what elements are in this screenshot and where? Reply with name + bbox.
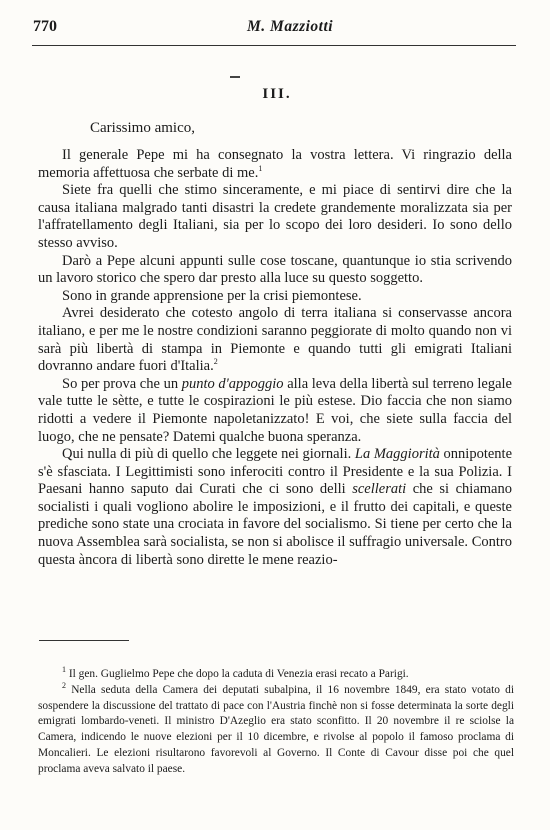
footnote-marker: 2	[62, 681, 66, 690]
text-run: onnipotente s'è sfasciata. I Legittimisti sono inferociti contro il Presidente e la sua Polizia. I Paesani hanno saputo dai Curati che ci sono delli	[38, 446, 513, 498]
footnote-marker: 1	[62, 665, 66, 675]
italic-phrase: La Maggiorità	[354, 446, 440, 463]
page-header	[33, 18, 515, 40]
footnotes	[38, 667, 514, 778]
paragraph	[38, 288, 512, 306]
salutation: Carissimo amico,	[90, 120, 195, 136]
footnote	[38, 683, 514, 778]
paragraph	[38, 376, 512, 446]
section-number: III.	[262, 86, 292, 102]
italic-phrase: scellerati	[352, 481, 407, 498]
paragraph	[38, 305, 512, 375]
italic-phrase: punto d'appoggio	[181, 375, 284, 392]
text-run: Avrei desiderato che cotesto angolo di terra italiana si conservasse ancora italiano, e per me le nostre condizioni saranno peggiorate di molto quando non vi sarà più libertà di stampa in Piemonte e quando tutti gli emigrati Italiani dovranno andare fuori d'Italia.	[38, 305, 512, 375]
print-mark	[230, 76, 240, 78]
paragraph	[38, 182, 512, 252]
text-run: alla leva della libertà sul terreno legale vale tutte le sètte, e tutte le cospirazioni le più estese. Dio faccia che non siamo ridotti a vedere il Piemonte napoletanizzato! E voi, che siete sulla faccia del luogo, che ne pensate? Datemi qualche buona speranza.	[38, 375, 512, 445]
text-run: Nella seduta della Camera dei deputati subalpina, il 16 novembre 1849, era stato votato di sospendere la discussione del trattato di pace con l'Austria finchè non si fosse determinata la sorte degli emigrati lombardo-veneti. Il ministro D'Azeglio era stato sconfitto. Il 20 novembre il re sciolse la Camera, indicendo le nuove elezioni per il 10 dicembre, e rivolse al popolo il famoso proclama di Moncalieri. Le elezioni risultarono favorevoli al Governo. Il Conte di Cavour disse poi che quel proclama aveva salvato il paese.	[38, 683, 514, 775]
paragraph	[38, 253, 512, 288]
footnote-marker: 1	[258, 163, 263, 173]
letter-body	[38, 147, 512, 569]
footnote	[38, 667, 514, 683]
text-run: So per prova che un	[62, 375, 182, 392]
running-head: M. Mazziotti	[247, 18, 334, 35]
text-run: Qui nulla di più di quello che leggete nei giornali.	[62, 446, 355, 463]
header-rule	[32, 45, 516, 46]
footnote-marker: 2	[213, 357, 218, 367]
text-run: Sono in grande apprensione per la crisi piemontese.	[62, 287, 362, 304]
text-run: Il gen. Guglielmo Pepe che dopo la caduta di Venezia erasi recato a Parigi.	[66, 668, 409, 680]
paragraph	[38, 446, 512, 569]
text-run: Il generale Pepe mi ha consegnato la vostra lettera. Vi ringrazio della memoria affettuosa che serbate di me.	[38, 147, 512, 181]
page-number: 770	[33, 18, 57, 35]
text-run: che si chiamano socialisti i quali vogliono abolire le imposizioni, e il frutto dei capitali, e queste prediche sono state una crociata in favore del socialismo. Si tiene per certo che la nuova Assemblea sarà socialista, se non si abolisce il suffragio universale. Contro questa àncora di libertà sono dirette le mene reazio-	[38, 481, 512, 568]
text-run: Siete fra quelli che stimo sinceramente, e mi piace di sentirvi dire che la causa italiana malgrado tanti disastri la credete grandemente moralizzata sia per l'affratellamento degli Italiani, sia per lo scopo dei loro desideri. Io sono dello stesso avviso.	[38, 182, 512, 251]
text-run: Darò a Pepe alcuni appunti sulle cose toscane, quantunque io stia scrivendo un lavoro storico che spero dar presto alla luce su questo soggetto.	[38, 252, 512, 287]
footnote-rule	[39, 640, 129, 641]
paragraph	[38, 147, 512, 182]
